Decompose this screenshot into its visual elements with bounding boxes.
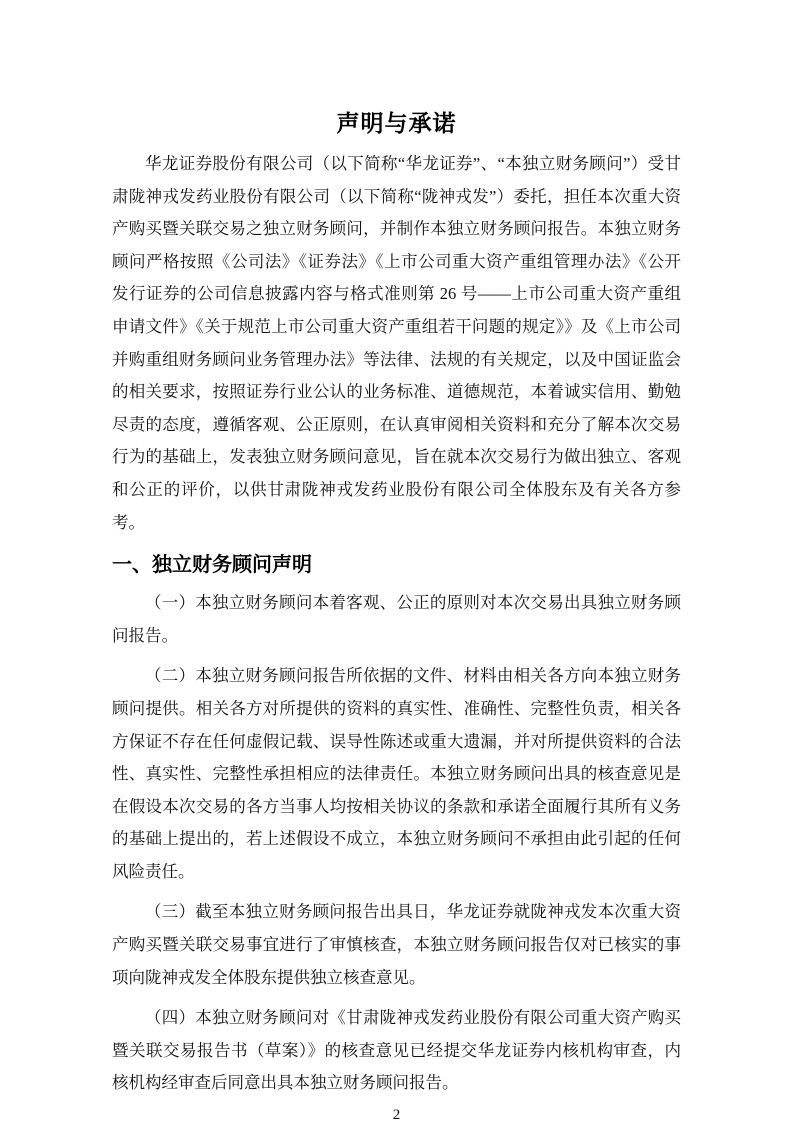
statement-paragraph-2: （二）本独立财务顾问报告所依据的文件、材料由相关各方向本独立财务顾问提供。相关各方对所提供的资料的真实性、准确性、完整性负责，相关各方保证不存在任何虚假记载、误导性陈述或重大遗漏，并对所提供资料的合法性、真实性、完整性承担相应的法律责任。本独立财务顾问出具的核查意见是在假设本次交易的各方当事人均按相关协议的条款和承诺全面履行其所有义务的基础上提出的，若上述假设不成立，本独立财务顾问不承担由此引起的任何风险责任。 [112, 666, 681, 881]
statement-paragraph-1: （一）本独立财务顾问本着客观、公正的原则对本次交易出具独立财务顾问报告。 [112, 593, 681, 645]
statement-paragraph-3: （三）截至本独立财务顾问报告出具日，华龙证券就陇神戎发本次重大资产购买暨关联交易事宜进行了审慎核查，本独立财务顾问报告仅对已核实的事项向陇神戎发全体股东提供独立核查意见。 [112, 902, 681, 987]
document-title: 声明与承诺 [336, 110, 457, 136]
page-number: 2 [392, 1107, 401, 1122]
section-heading-independent-advisor-statement: 一、独立财务顾问声明 [112, 554, 312, 577]
statement-paragraph-4: （四）本独立财务顾问对《甘肃陇神戎发药业股份有限公司重大资产购买暨关联交易报告书（草案）》的核查意见已经提交华龙证券内核机构审查，内核机构经审查后同意出具本独立财务顾问报告。 [112, 1008, 681, 1093]
intro-paragraph: 华龙证券股份有限公司（以下简称“华龙证券”、“本独立财务顾问”）受甘肃陇神戎发药业股份有限公司（以下简称“陇神戎发”）委托，担任本次重大资产购买暨关联交易之独立财务顾问，并制作本独立财务顾问报告。本独立财务顾问严格按照《公司法》《证券法》《上市公司重大资产重组管理办法》《公开发行证券的公司信息披露内容与格式准则第 26 号——上市公司重大资产重组申请文件》《关于规范上市公司重大资产重组若干问题的规定》》及《上市公司并购重组财务顾问业务管理办法》等法律、法规的有关规定，以及中国证监会的相关要求，按照证券行业公认的业务标准、道德规范，本着诚实信用、勤勉尽责的态度，遵循客观、公正原则，在认真审阅相关资料和充分了解本次交易行为的基础上，发表独立财务顾问意见，旨在就本次交易行为做出独立、客观和公正的评价，以供甘肃陇神戎发药业股份有限公司全体股东及有关各方参考。 [112, 154, 681, 532]
